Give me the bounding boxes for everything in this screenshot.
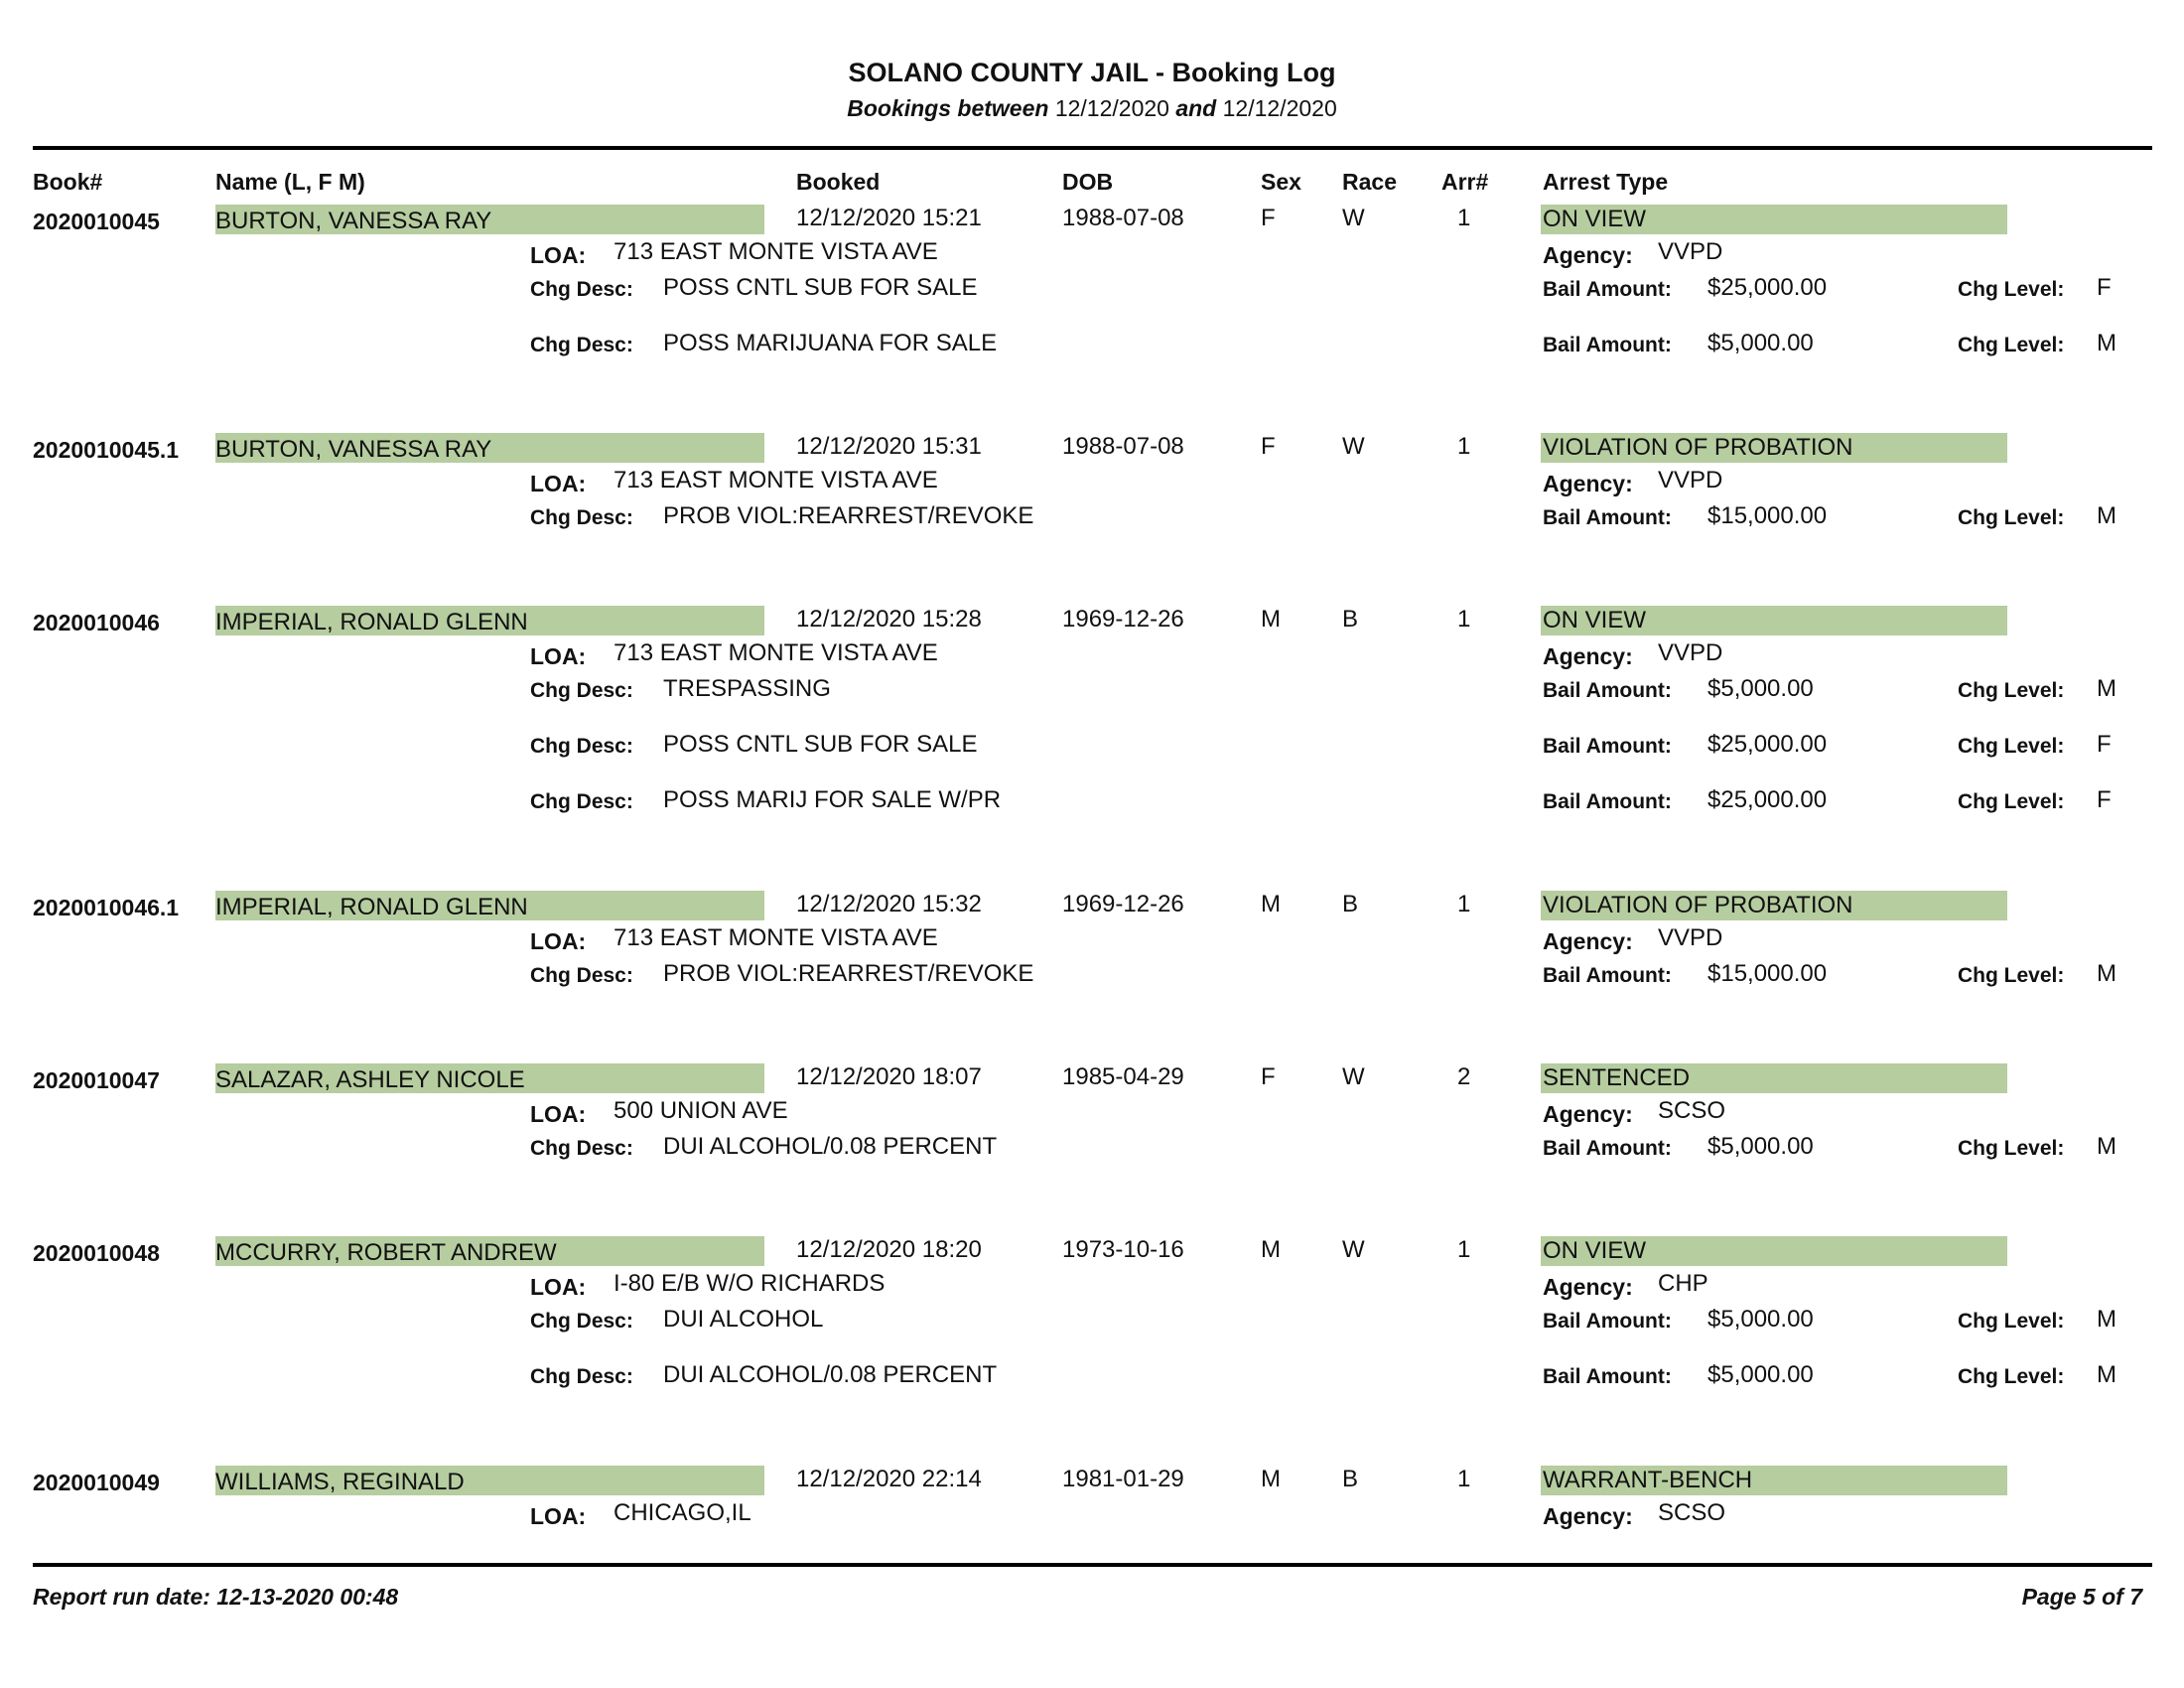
sex-value: M [1261, 1236, 1281, 1263]
charge-description: DUI ALCOHOL/0.08 PERCENT [663, 1361, 998, 1388]
charge-description: POSS CNTL SUB FOR SALE [663, 731, 978, 758]
arrest-type: ON VIEW [1543, 1237, 1647, 1264]
arrest-count: 1 [1457, 433, 1471, 460]
booked-datetime: 12/12/2020 15:31 [796, 433, 982, 460]
booked-datetime: 12/12/2020 18:07 [796, 1063, 982, 1090]
report-title: SOLANO COUNTY JAIL - Booking Log [848, 58, 1336, 87]
charge-level-label: Chg Level: [1958, 506, 2065, 529]
sex-value: F [1261, 1063, 1276, 1090]
bail-amount: $5,000.00 [1707, 330, 1814, 356]
bail-amount-label: Bail Amount: [1543, 506, 1672, 529]
footer-rule [33, 1563, 2152, 1567]
loa-label: LOA: [530, 1101, 587, 1127]
bail-amount: $5,000.00 [1707, 1361, 1814, 1388]
charge-desc-label: Chg Desc: [530, 1137, 633, 1160]
bail-amount-label: Bail Amount: [1543, 964, 1672, 987]
bail-amount: $15,000.00 [1707, 960, 1828, 987]
col-header-race: Race [1342, 169, 1397, 195]
arrest-count: 1 [1457, 205, 1471, 231]
charge-level-label: Chg Level: [1958, 1137, 2065, 1160]
charge-level-label: Chg Level: [1958, 278, 2065, 301]
loa-value: 713 EAST MONTE VISTA AVE [614, 467, 938, 493]
agency-value: CHP [1658, 1270, 1708, 1297]
agency-label: Agency: [1543, 643, 1633, 669]
date-to: 12/12/2020 [1222, 95, 1337, 121]
loa-value: CHICAGO,IL [614, 1499, 751, 1526]
arrest-count: 1 [1457, 891, 1471, 917]
loa-value: 713 EAST MONTE VISTA AVE [614, 639, 938, 666]
charge-level: F [2097, 274, 2112, 301]
sex-value: F [1261, 205, 1276, 231]
date-of-birth: 1985-04-29 [1062, 1063, 1184, 1090]
loa-value: I-80 E/B W/O RICHARDS [614, 1270, 886, 1297]
date-of-birth: 1969-12-26 [1062, 606, 1184, 633]
charge-desc-label: Chg Desc: [530, 334, 633, 356]
charge-desc-label: Chg Desc: [530, 679, 633, 702]
race-value: W [1342, 1236, 1365, 1263]
loa-value: 713 EAST MONTE VISTA AVE [614, 924, 938, 951]
charge-level: M [2097, 1306, 2116, 1333]
charge-desc-label: Chg Desc: [530, 735, 633, 758]
col-header-name: Name (L, F M) [215, 169, 365, 195]
booking-record [0, 1206, 2184, 1405]
booking-record [0, 403, 2184, 602]
race-value: W [1342, 205, 1365, 231]
loa-label: LOA: [530, 471, 587, 496]
bail-amount-label: Bail Amount: [1543, 735, 1672, 758]
inmate-name: IMPERIAL, RONALD GLENN [215, 609, 528, 635]
book-number: 2020010048 [33, 1240, 160, 1266]
booked-datetime: 12/12/2020 18:20 [796, 1236, 982, 1263]
inmate-name: WILLIAMS, REGINALD [215, 1469, 465, 1495]
book-number: 2020010046.1 [33, 895, 180, 920]
charge-level-label: Chg Level: [1958, 790, 2065, 813]
race-value: B [1342, 606, 1359, 633]
bail-amount: $5,000.00 [1707, 675, 1814, 702]
arrest-type: ON VIEW [1543, 607, 1647, 633]
charge-description: POSS MARIJ FOR SALE W/PR [663, 786, 1002, 813]
agency-value: SCSO [1658, 1097, 1726, 1124]
book-number: 2020010045 [33, 209, 160, 234]
inmate-name: BURTON, VANESSA RAY [215, 436, 492, 463]
bail-amount-label: Bail Amount: [1543, 1310, 1672, 1333]
charge-description: DUI ALCOHOL/0.08 PERCENT [663, 1133, 998, 1160]
arrest-count: 1 [1457, 1466, 1471, 1492]
booked-datetime: 12/12/2020 15:28 [796, 606, 982, 633]
bail-amount: $5,000.00 [1707, 1306, 1814, 1333]
charge-desc-label: Chg Desc: [530, 790, 633, 813]
arrest-count: 2 [1457, 1063, 1471, 1090]
agency-label: Agency: [1543, 928, 1633, 954]
col-header-booked: Booked [796, 169, 881, 195]
charge-desc-label: Chg Desc: [530, 964, 633, 987]
booked-datetime: 12/12/2020 15:32 [796, 891, 982, 917]
charge-description: POSS CNTL SUB FOR SALE [663, 274, 978, 301]
report-subtitle [0, 95, 2184, 122]
bail-amount: $25,000.00 [1707, 731, 1828, 758]
agency-value: VVPD [1658, 639, 1723, 666]
bail-amount-label: Bail Amount: [1543, 278, 1672, 301]
date-from: 12/12/2020 [1054, 95, 1169, 121]
charge-level: M [2097, 1361, 2116, 1388]
arrest-count: 1 [1457, 606, 1471, 633]
agency-value: SCSO [1658, 1499, 1726, 1526]
inmate-name: MCCURRY, ROBERT ANDREW [215, 1239, 557, 1266]
subtitle-and: and [1175, 95, 1217, 121]
bail-amount-label: Bail Amount: [1543, 1137, 1672, 1160]
date-of-birth: 1981-01-29 [1062, 1466, 1184, 1492]
date-of-birth: 1973-10-16 [1062, 1236, 1184, 1263]
charge-level-label: Chg Level: [1958, 1310, 2065, 1333]
arrest-type: SENTENCED [1543, 1064, 1691, 1091]
charge-level-label: Chg Level: [1958, 679, 2065, 702]
date-of-birth: 1988-07-08 [1062, 433, 1184, 460]
agency-label: Agency: [1543, 1101, 1633, 1127]
arrest-type: VIOLATION OF PROBATION [1543, 434, 1853, 461]
race-value: B [1342, 1466, 1359, 1492]
date-of-birth: 1969-12-26 [1062, 891, 1184, 917]
loa-label: LOA: [530, 928, 587, 954]
col-header-arrest-type: Arrest Type [1543, 169, 1669, 195]
bail-amount-label: Bail Amount: [1543, 334, 1672, 356]
charge-desc-label: Chg Desc: [530, 1365, 633, 1388]
charge-level: M [2097, 960, 2116, 987]
charge-level: M [2097, 675, 2116, 702]
agency-label: Agency: [1543, 471, 1633, 496]
charge-desc-label: Chg Desc: [530, 506, 633, 529]
charge-description: DUI ALCOHOL [663, 1306, 824, 1333]
arrest-type: WARRANT-BENCH [1543, 1467, 1753, 1493]
loa-label: LOA: [530, 1503, 587, 1529]
charge-level: M [2097, 1133, 2116, 1160]
booked-datetime: 12/12/2020 15:21 [796, 205, 982, 231]
col-header-dob: DOB [1062, 169, 1114, 195]
loa-value: 713 EAST MONTE VISTA AVE [614, 238, 938, 265]
agency-label: Agency: [1543, 1274, 1633, 1300]
page-number: Page 5 of 7 [2021, 1584, 2142, 1610]
sex-value: F [1261, 433, 1276, 460]
charge-level-label: Chg Level: [1958, 735, 2065, 758]
charge-description: TRESPASSING [663, 675, 831, 702]
report-run-date: Report run date: 12-13-2020 00:48 [33, 1584, 399, 1610]
charge-description: POSS MARIJUANA FOR SALE [663, 330, 998, 356]
bail-amount: $5,000.00 [1707, 1133, 1814, 1160]
agency-value: VVPD [1658, 924, 1723, 951]
loa-value: 500 UNION AVE [614, 1097, 788, 1124]
arrest-type: VIOLATION OF PROBATION [1543, 892, 1853, 918]
booking-record [0, 1034, 2184, 1232]
book-number: 2020010049 [33, 1470, 160, 1495]
booked-datetime: 12/12/2020 22:14 [796, 1466, 982, 1492]
arrest-type: ON VIEW [1543, 206, 1647, 232]
bail-amount-label: Bail Amount: [1543, 790, 1672, 813]
agency-value: VVPD [1658, 467, 1723, 493]
sex-value: M [1261, 606, 1281, 633]
bail-amount: $15,000.00 [1707, 502, 1828, 529]
booking-record [0, 175, 2184, 373]
agency-label: Agency: [1543, 1503, 1633, 1529]
loa-label: LOA: [530, 1274, 587, 1300]
inmate-name: IMPERIAL, RONALD GLENN [215, 894, 528, 920]
charge-desc-label: Chg Desc: [530, 278, 633, 301]
booking-record [0, 576, 2184, 813]
bail-amount-label: Bail Amount: [1543, 679, 1672, 702]
col-header-sex: Sex [1261, 169, 1301, 195]
charge-level-label: Chg Level: [1958, 1365, 2065, 1388]
bail-amount: $25,000.00 [1707, 786, 1828, 813]
book-number: 2020010047 [33, 1067, 160, 1093]
inmate-name: BURTON, VANESSA RAY [215, 208, 492, 234]
arrest-count: 1 [1457, 1236, 1471, 1263]
booking-record [0, 861, 2184, 1059]
col-header-book: Book# [33, 169, 103, 195]
loa-label: LOA: [530, 242, 587, 268]
agency-value: VVPD [1658, 238, 1723, 265]
date-of-birth: 1988-07-08 [1062, 205, 1184, 231]
charge-level: F [2097, 786, 2112, 813]
col-header-arr: Arr# [1441, 169, 1489, 195]
book-number: 2020010046 [33, 610, 160, 635]
bail-amount-label: Bail Amount: [1543, 1365, 1672, 1388]
race-value: W [1342, 433, 1365, 460]
charge-level: F [2097, 731, 2112, 758]
charge-desc-label: Chg Desc: [530, 1310, 633, 1333]
charge-level-label: Chg Level: [1958, 964, 2065, 987]
race-value: B [1342, 891, 1359, 917]
charge-level: M [2097, 502, 2116, 529]
charge-description: PROB VIOL:REARREST/REVOKE [663, 960, 1034, 987]
sex-value: M [1261, 1466, 1281, 1492]
book-number: 2020010045.1 [33, 437, 180, 463]
agency-label: Agency: [1543, 242, 1633, 268]
subtitle-label: Bookings between [847, 95, 1049, 121]
charge-level: M [2097, 330, 2116, 356]
sex-value: M [1261, 891, 1281, 917]
race-value: W [1342, 1063, 1365, 1090]
bail-amount: $25,000.00 [1707, 274, 1828, 301]
charge-description: PROB VIOL:REARREST/REVOKE [663, 502, 1034, 529]
inmate-name: SALAZAR, ASHLEY NICOLE [215, 1066, 525, 1093]
header-rule [33, 146, 2152, 150]
charge-level-label: Chg Level: [1958, 334, 2065, 356]
loa-label: LOA: [530, 643, 587, 669]
